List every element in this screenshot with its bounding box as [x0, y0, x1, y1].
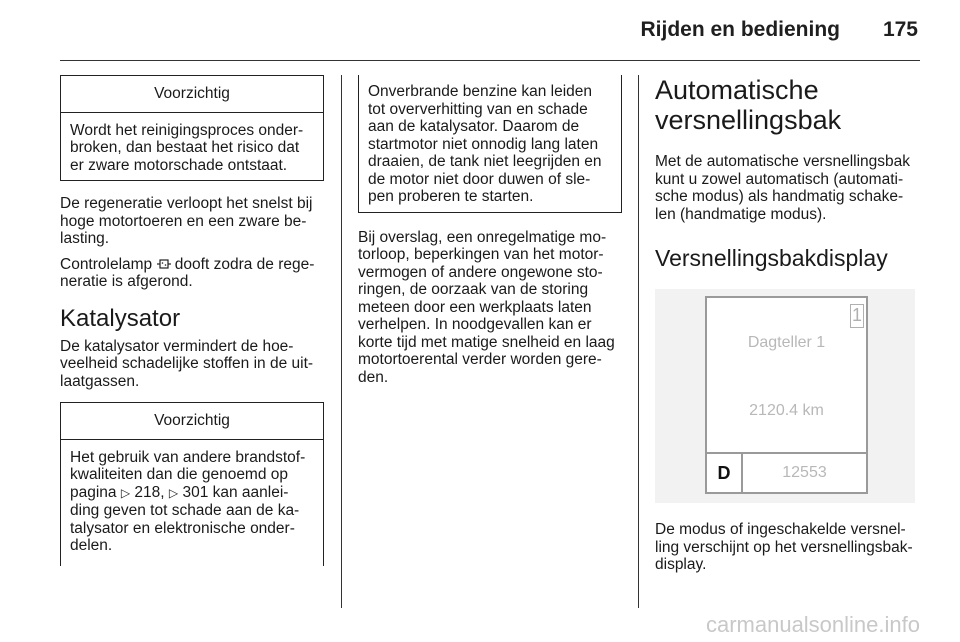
display-bottom-row [707, 452, 866, 492]
caution-box-3 [358, 75, 622, 213]
page-ref-link[interactable]: 218 [134, 483, 161, 501]
caution-box-1 [60, 75, 324, 181]
paragraph-malfunction: Bij overslag, een onregelmatige mo-torloop, beperkingen van het motor-vermogen of andere ongewone sto-ringen, de oorzaak van de storing meteen door een werkplaats laten verhelpen. In noodgevallen kan er korte tijd met matige snelheid en laag motortoerental verder worden gere-den. [358, 228, 615, 386]
caution-title: Voorzichtig [61, 76, 323, 113]
page-number: 175 [882, 18, 918, 41]
caution-text: Wordt het reinigingsproces onder-broken, dan bestaat het risico dat er zware motorschade ontstaat. [70, 121, 304, 174]
column-divider-2 [638, 75, 639, 608]
caution-text: Onverbrande benzine kan leiden tot oververhitting van en schade aan de katalysator. Daarom de startmotor niet onnodig lang laten draaien, de tank niet leegrijden en de motor niet door duwen of sle-pen proberen te starten. [368, 83, 602, 205]
page-ref-arrow-icon: ▷ [120, 485, 131, 500]
paragraph-katalysator: De katalysator vermindert de hoe-veelheid schadelijke stoffen in de uit-laatgassen. [60, 337, 314, 390]
caution-text [61, 440, 323, 561]
heading-automatic-transmission: Automatische versnellingsbak [655, 75, 842, 135]
page-header [0, 0, 960, 60]
paragraph-display: De modus of ingeschakelde versnel-ling verschijnt op het versnellingsbak-display. [655, 521, 913, 573]
caution-title: Voorzichtig [61, 403, 323, 440]
header-title: Rijden en bediening [640, 18, 840, 41]
trip-distance: 2120.4 km [749, 402, 824, 419]
paragraph-lamp-pre: Controlelamp [60, 255, 157, 273]
heading-katalysator: Katalysator [60, 304, 181, 332]
caution-text-post: kan aanlei-ding geven tot schade aan de ka-talysator en elektronische onder-delen. [70, 483, 300, 554]
ref-separator: , [160, 483, 169, 501]
odometer: 12553 [782, 464, 827, 481]
caution-box-2 [60, 402, 324, 566]
page-ref-arrow-icon: ▷ [168, 485, 179, 500]
paragraph-automatic: Met de automatische versnellingsbak kunt u zowel automatisch (automati-sche modus) als handmatig schake-len (handmatige modus). [655, 153, 911, 223]
caution-text-pre: Het gebruik van andere brandstof-kwaliteiten dan die genoemd op pagina [70, 448, 306, 501]
diesel-particle-filter-icon [157, 258, 171, 270]
paragraph-lamp-post: dooft zodra de rege-neratie is afgerond. [60, 255, 315, 290]
column-3 [655, 75, 921, 582]
trip-index: 1 [850, 304, 864, 328]
page-ref-link[interactable]: 301 [182, 483, 209, 501]
header-rule [60, 60, 920, 61]
column-1 [60, 75, 324, 566]
watermark: carmanualsonline.info [705, 612, 920, 637]
display-frame [705, 296, 868, 494]
transmission-display-illustration [655, 289, 915, 503]
gear-indicator: D [707, 454, 743, 492]
paragraph-regeneration: De regeneratie verloopt het snelst bij hoge motortoeren en een zware be-lasting. [60, 195, 313, 247]
paragraph-lamp [60, 256, 324, 291]
heading-transmission-display: Versnellingsbakdisplay [655, 245, 888, 271]
column-2 [358, 75, 622, 394]
column-divider-1 [341, 75, 342, 608]
trip-label: Dagteller 1 [747, 334, 826, 351]
